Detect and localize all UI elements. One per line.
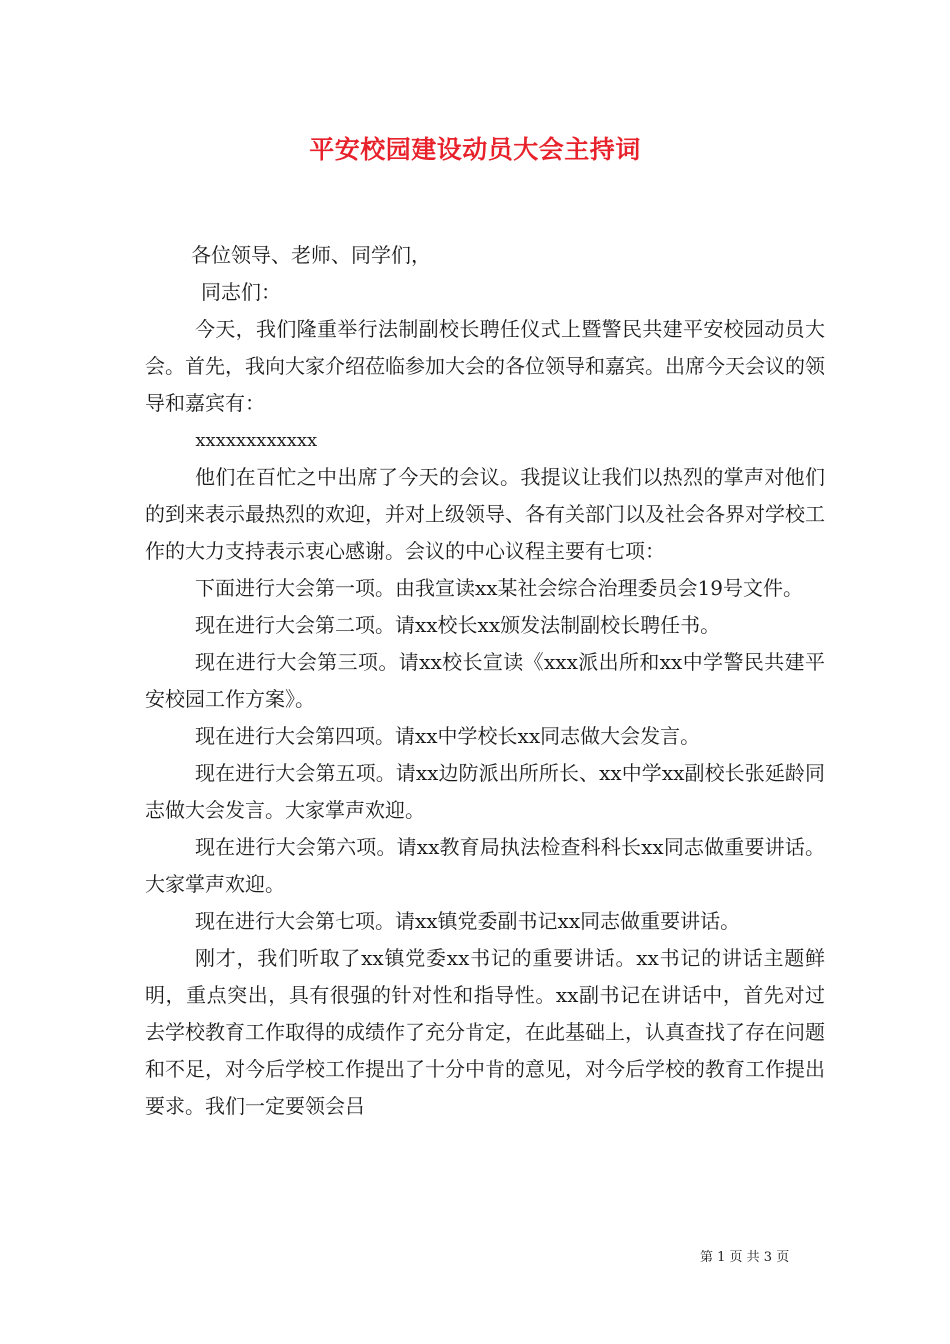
paragraph-summary: 刚才，我们听取了xx镇党委xx书记的重要讲话。xx书记的讲话主题鲜明，重点突出，具有很强的针对性和指导性。xx副书记在讲话中，首先对过去学校教育工作取得的成绩作了充分肯定，在此基础上，认真查找了存在问题和不足，对今后学校工作提出了十分中肯的意见，对今后学校的教育工作提出要求。我们一定要领会吕: [145, 946, 825, 1118]
paragraph-item-2: 现在进行大会第二项。请xx校长xx颁发法制副校长聘任书。: [195, 613, 721, 637]
paragraph-item-1: 下面进行大会第一项。由我宣读xx某社会综合治理委员会19号文件。: [195, 576, 804, 600]
paragraph-opening: 今天，我们隆重举行法制副校长聘任仪式上暨警民共建平安校园动员大会。首先，我向大家介绍莅临参加大会的各位领导和嘉宾。出席今天会议的领导和嘉宾有：: [145, 317, 825, 415]
paragraph-guest-list: xxxxxxxxxxxx: [195, 430, 318, 451]
paragraph-item-6: 现在进行大会第六项。请xx教育局执法检查科科长xx同志做重要讲话。大家掌声欢迎。: [145, 835, 825, 896]
salutation-comrades: 同志们：: [201, 280, 281, 304]
paragraph-item-4: 现在进行大会第四项。请xx中学校长xx同志做大会发言。: [195, 724, 701, 748]
salutation: 各位领导、老师、同学们，: [191, 243, 431, 267]
paragraph-welcome: 他们在百忙之中出席了今天的会议。我提议让我们以热烈的掌声对他们的到来表示最热烈的欢迎，并对上级领导、各有关部门以及社会各界对学校工作的大力支持表示衷心感谢。会议的中心议程主要有七项：: [145, 465, 825, 563]
document-body: [145, 237, 825, 1125]
paragraph-item-7: 现在进行大会第七项。请xx镇党委副书记xx同志做重要讲话。: [195, 909, 741, 933]
page-number: 第 1 页 共 3 页: [700, 1250, 790, 1265]
document-title: 平安校园建设动员大会主持词: [309, 135, 641, 164]
paragraph-item-5: 现在进行大会第五项。请xx边防派出所所长、xx中学xx副校长张延龄同志做大会发言。大家掌声欢迎。: [145, 761, 825, 822]
paragraph-item-3: 现在进行大会第三项。请xx校长宣读《xxx派出所和xx中学警民共建平安校园工作方案》。: [145, 650, 825, 711]
